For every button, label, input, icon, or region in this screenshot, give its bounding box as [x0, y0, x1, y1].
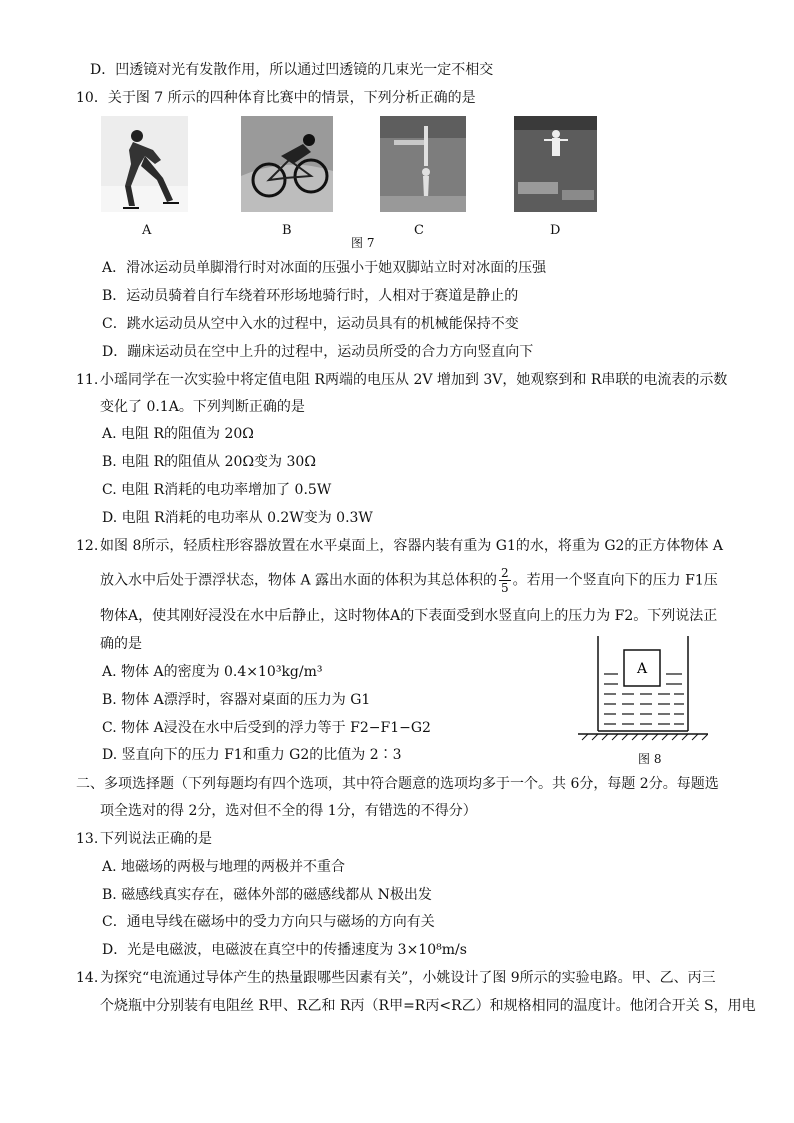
q12-line4: 确的是 [100, 636, 142, 652]
q13-stem: 下列说法正确的是 [100, 831, 212, 847]
q12-number: 12. [76, 538, 99, 554]
q11-stem-line2: 变化了 0.1A。下列判断正确的是 [100, 399, 305, 415]
table-hatching [582, 734, 708, 740]
photo-label-d: D [550, 223, 561, 238]
q14-number: 14. [76, 970, 99, 986]
q14-line1: 为探究“电流通过导体产生的热量跟哪些因素有关”，小姚设计了图 9所示的实验电路。甲、乙、丙三 [100, 970, 716, 986]
q9-option-d: D．凹透镜对光有发散作用，所以通过凹透镜的几束光一定不相交 [90, 62, 494, 78]
q10-option-c: C．跳水运动员从空中入水的过程中，运动员具有的机械能保持不变 [102, 316, 519, 332]
q13-option-d: D．光是电磁波，电磁波在真空中的传播速度为 3×10⁸m/s [102, 942, 467, 958]
fraction-denominator: 5 [501, 581, 509, 595]
q12-line2 [100, 566, 718, 595]
section-2-heading-line1: 二、多项选择题（下列每题均有四个选项，其中符合题意的选项均多于一个。共 6分，每题 2分。每题选 [76, 776, 719, 792]
q11-stem-line1: 小瑶同学在一次实验中将定值电阻 R两端的电压从 2V 增加到 3V，她观察到和 R串联的电流表的示数 [100, 372, 728, 388]
q13-option-b: B. 磁感线真实存在，磁体外部的磁感线都从 N极出发 [102, 887, 432, 903]
fraction-two-fifths [499, 566, 511, 595]
q12-option-a: A. 物体 A的密度为 0.4×10³kg/m³ [102, 664, 323, 680]
q11-option-d: D. 电阻 R消耗的电功率从 0.2W变为 0.3W [102, 510, 373, 526]
figure-8-caption: 图 8 [638, 752, 662, 766]
photo-speed-skater [101, 116, 188, 212]
q10-stem: 10．关于图 7 所示的四种体育比赛中的情景，下列分析正确的是 [76, 90, 476, 106]
block-label: A [636, 661, 648, 677]
q13-option-c: C．通电导线在磁场中的受力方向只与磁场的方向有关 [102, 914, 435, 930]
q12-line2-start: 放入水中后处于漂浮状态，物体 A 露出水面的体积为其总体积的 [100, 572, 498, 589]
figure-7-caption: 图 7 [351, 236, 375, 250]
photo-label-c: C [414, 223, 424, 238]
q12-line3: 物体A，使其刚好浸没在水中后静止，这时物体A的下表面受到水竖直向上的压力为 F2。下列说法正 [100, 608, 718, 624]
photo-diver [380, 116, 466, 212]
q12-option-d: D. 竖直向下的压力 F1和重力 G2的比值为 2∶3 [102, 747, 402, 763]
photo-trampolinist [514, 116, 597, 212]
q10-option-b: B．运动员骑着自行车绕着环形场地骑行时，人相对于赛道是静止的 [102, 288, 519, 304]
photo-label-a: A [142, 223, 152, 238]
q10-option-d: D．蹦床运动员在空中上升的过程中，运动员所受的合力方向竖直向下 [102, 344, 534, 360]
q12-line1: 如图 8所示，轻质柱形容器放置在水平桌面上，容器内装有重为 G1的水，将重为 G2的正方体物体 A [100, 538, 723, 554]
q10-option-a: A．滑冰运动员单脚滑行时对冰面的压强小于她双脚站立时对冰面的压强 [102, 260, 547, 276]
q11-option-a: A. 电阻 R的阻值为 20Ω [102, 426, 254, 442]
q11-option-b: B. 电阻 R的阻值从 20Ω变为 30Ω [102, 454, 316, 470]
q12-line2-end: 。若用一个竖直向下的压力 F1压 [512, 572, 718, 589]
figure-8-container-diagram [578, 636, 708, 744]
q12-option-c: C. 物体 A浸没在水中后受到的浮力等于 F2−F1−G2 [102, 720, 431, 736]
q14-line2: 个烧瓶中分别装有电阻丝 R甲、R乙和 R丙（R甲=R丙<R乙）和规格相同的温度计。他闭合开关 S，用电 [100, 998, 756, 1014]
fraction-numerator: 2 [501, 566, 509, 580]
photo-track-cyclist [241, 116, 333, 212]
q12-option-b: B. 物体 A漂浮时，容器对桌面的压力为 G1 [102, 692, 371, 708]
q11-option-c: C. 电阻 R消耗的电功率增加了 0.5W [102, 482, 332, 498]
section-2-heading-line2: 项全选对的得 2分，选对但不全的得 1分，有错选的不得分） [100, 803, 477, 819]
photo-label-b: B [282, 223, 292, 238]
q11-number: 11. [76, 372, 99, 388]
q13-option-a: A. 地磁场的两极与地理的两极并不重合 [102, 859, 346, 875]
q13-number: 13. [76, 831, 99, 847]
